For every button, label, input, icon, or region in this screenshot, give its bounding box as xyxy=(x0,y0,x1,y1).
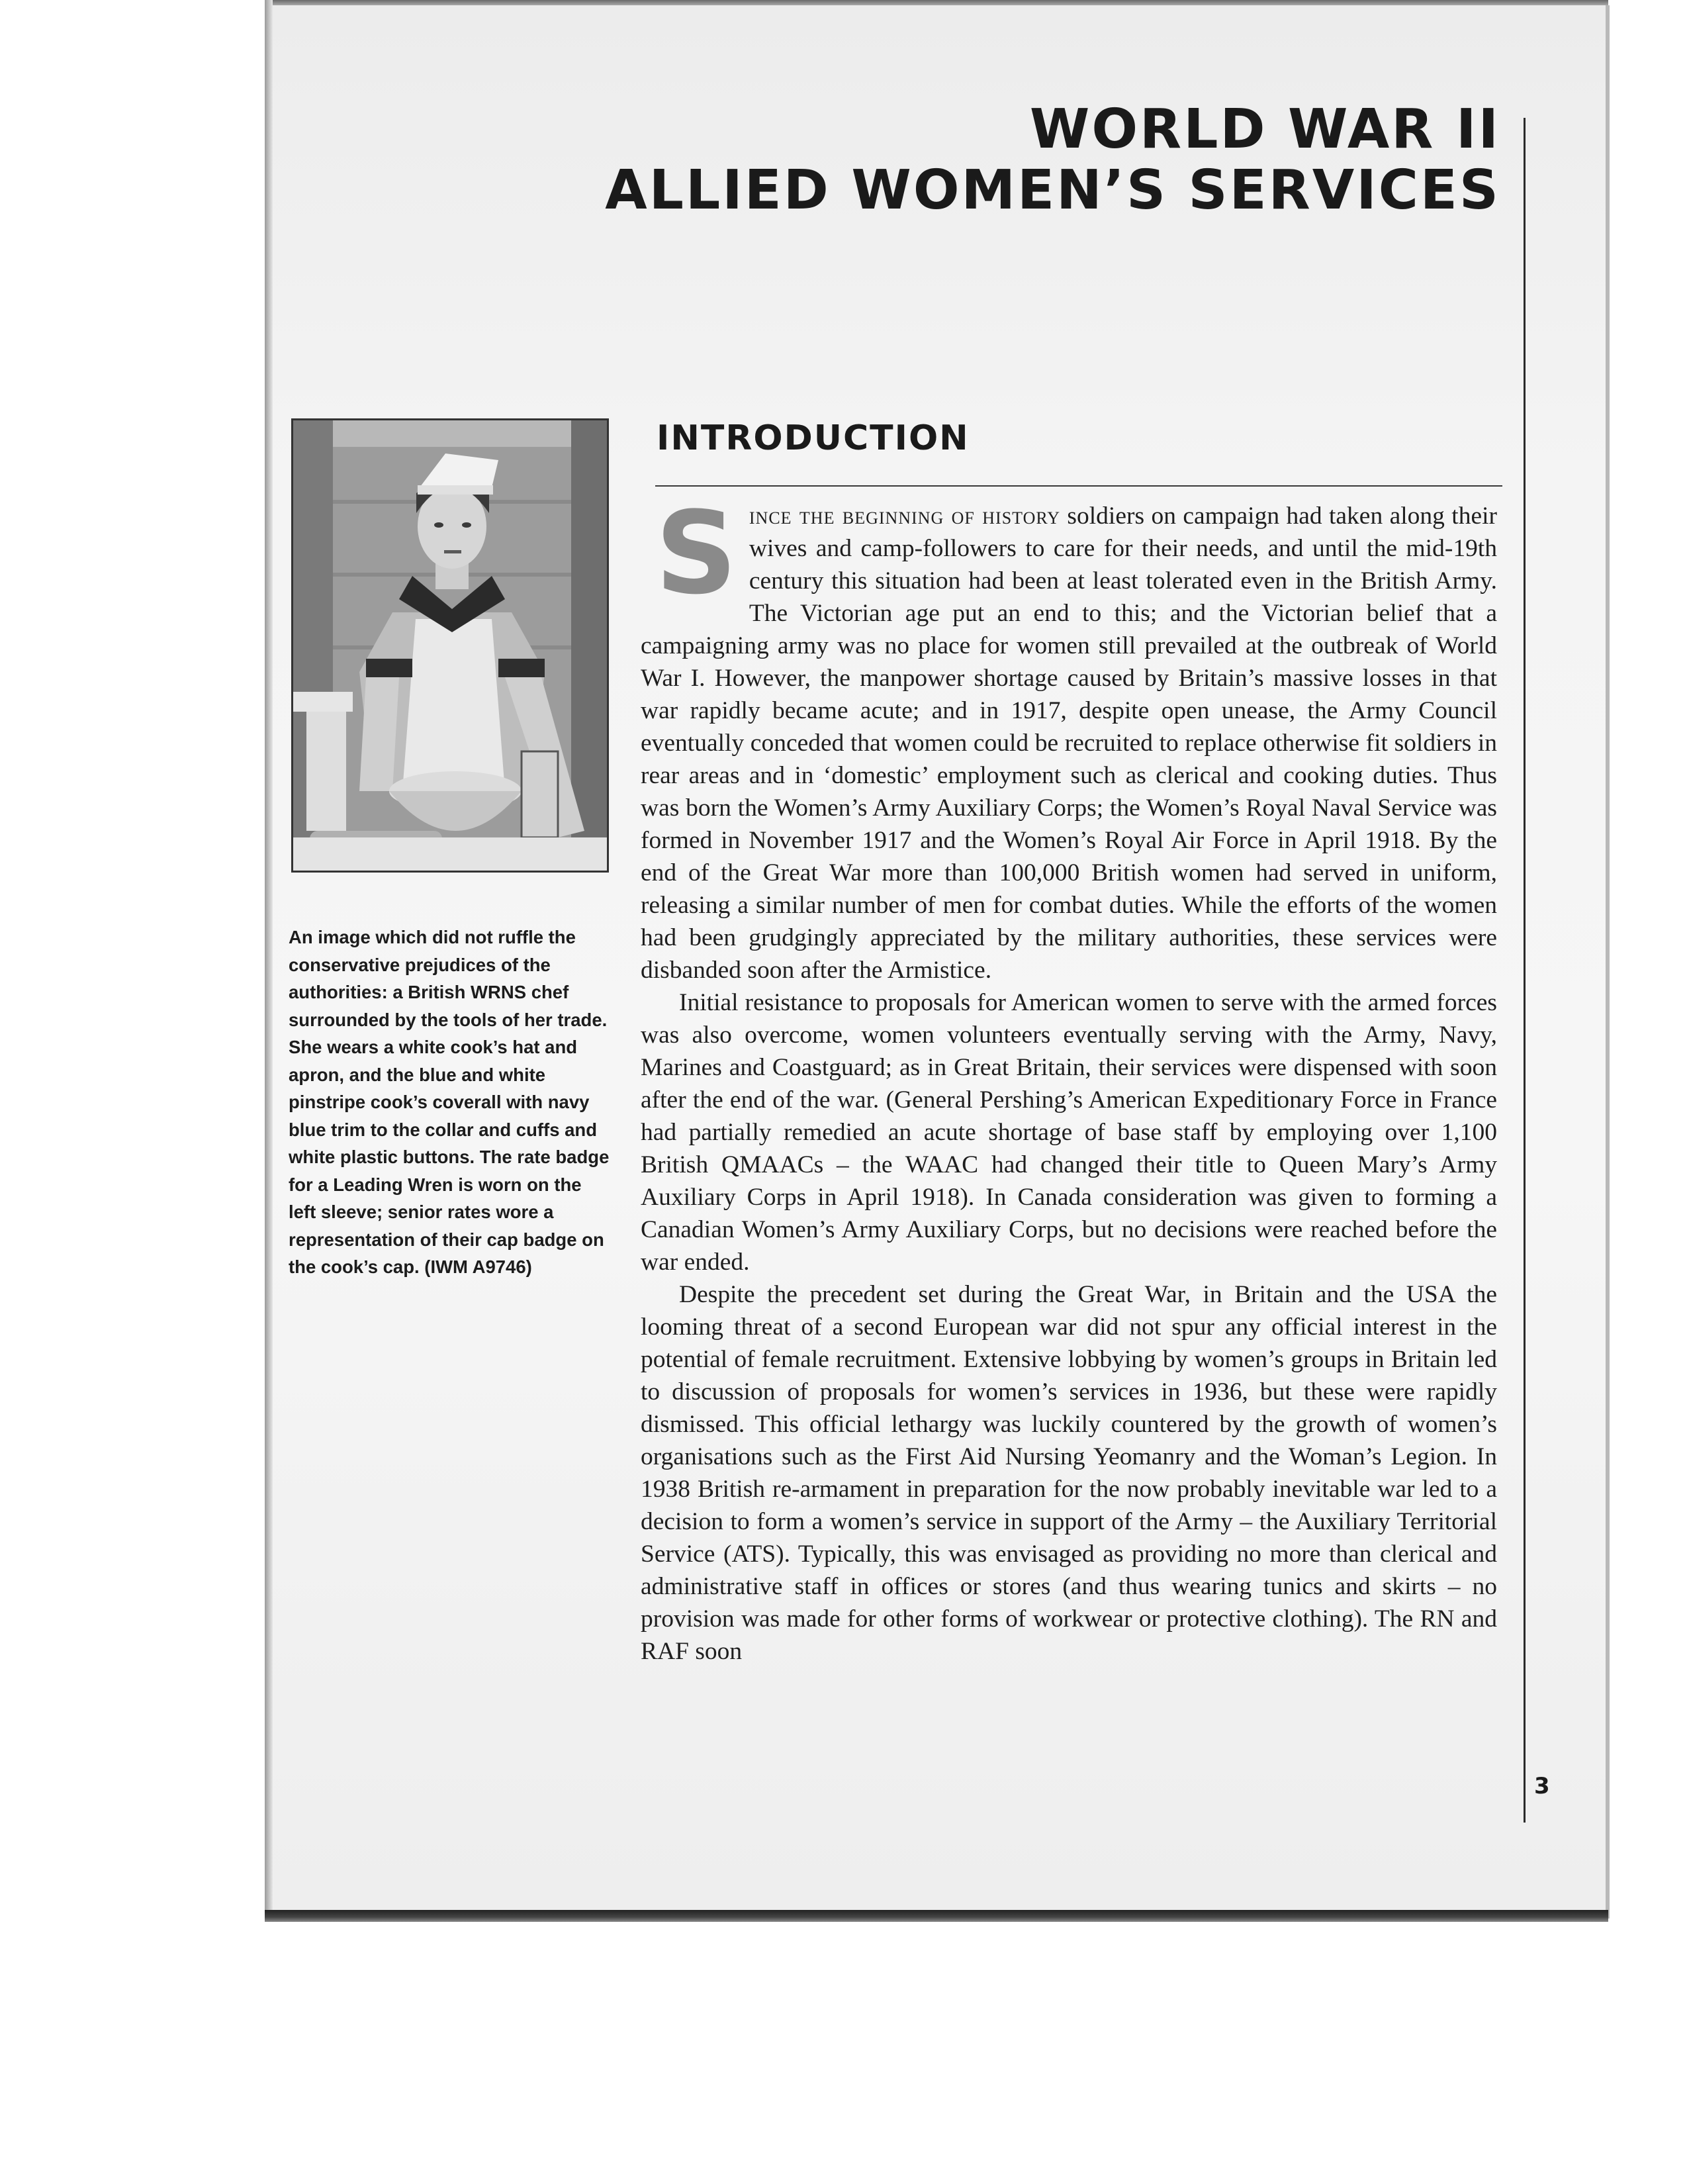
body-text xyxy=(641,487,1497,1668)
chapter-title-line-1: WORLD WAR II xyxy=(1029,98,1500,161)
paragraph-2: Initial resistance to proposals for American women to serve with the armed forces was also overcome, women volunteers eventually serving with the Army, Navy, Marines and Coastguard; as in Great Britain, their services were dispensed with soon after the end of the war. (General Pershing’s American Expeditionary Force in France had partially remedied an acute shortage of base staff by employing over 1,100 British QMAACs – the WAAC had changed their title to Queen Mary’s Army Auxiliary Corps in April 1918). In Canada consideration was given to forming a Canadian Women’s Army Auxiliary Corps, but no decisions were reached before the war ended. xyxy=(641,989,1497,1276)
page-spine-shadow xyxy=(265,0,273,1917)
paragraph-3: Despite the precedent set during the Great War, in Britain and the USA the looming threat of a second European war did not spur any official interest in the potential of female recruitment. Extensive lobbying by women’s groups in Britain led to discussion of proposals for women’s services in 1936, but these were rapidly dismissed. This official lethargy was luckily countered by the growth of women’s organisations such as the First Aid Nursing Yeomanry and the Woman’s Legion. In 1938 British re-armament in preparation for the now probably inevitable war led to a decision to form a women’s service in support of the Army – the Auxiliary Territorial Service (ATS). Typically, this was envisaged as providing no more than clerical and administrative staff in offices or stores (and thus wearing tunics and skirts – no provision was made for other forms of workwear or protective clothing). The RN and RAF soon xyxy=(641,1281,1497,1665)
chapter-title xyxy=(375,99,1500,221)
section-heading: INTRODUCTION xyxy=(657,418,970,458)
photo-caption: An image which did not ruffle the conservative prejudices of the authorities: a British WRNS chef surrounded by the tools of her trade. She wears a white cook’s hat and apron, and the blue and white pinstripe cook’s coverall with navy blue trim to the collar and cuffs and white plastic buttons. The rate badge for a Leading Wren is worn on the left sleeve; senior rates wore a representation of their cap badge on the cook’s cap. (IWM A9746) xyxy=(289,927,610,1277)
page-bottom-edge xyxy=(265,1910,1608,1922)
page-number: 3 xyxy=(1534,1773,1550,1799)
section-rule xyxy=(655,485,1502,487)
drop-cap: S xyxy=(655,487,737,620)
photo-wrns-chef-icon xyxy=(293,420,607,871)
vertical-rule xyxy=(1524,118,1526,1823)
chapter-title-line-2: ALLIED WOMEN’S SERVICES xyxy=(605,159,1500,222)
paragraph-1-text: soldiers on campaign had taken along their wives and camp-followers to care for their needs, and until the mid-19th century this situation had been at least tolerated even in the British Army. The Victorian age put an end to this; and the Victorian belief that a campaigning army was no place for women still prevailed at the outbreak of World War I. However, the manpower shortage caused by Britain’s massive losses in that war rapidly became acute; and in 1917, despite open unease, the Army Council eventually conceded that women could be recruited to replace otherwise fit soldiers in rear areas and in ‘domestic’ employment such as clerical and cooking duties. Thus was born the Women’s Army Auxiliary Corps; the Women’s Royal Naval Service was formed in November 1917 and the Women’s Royal Air Force in April 1918. By the end of the Great War more than 100,000 British women had served in uniform, releasing a similar number of men for combat duties. While the efforts of the women had been grudgingly appreciated by the military authorities, these services were disbanded soon after the Armistice. xyxy=(641,502,1497,984)
photo-wrns-chef xyxy=(291,418,609,873)
lead-in-smallcaps: ince the beginning of history xyxy=(749,502,1061,530)
page-right-edge xyxy=(1606,5,1610,1919)
paragraph-1 xyxy=(641,487,1497,986)
